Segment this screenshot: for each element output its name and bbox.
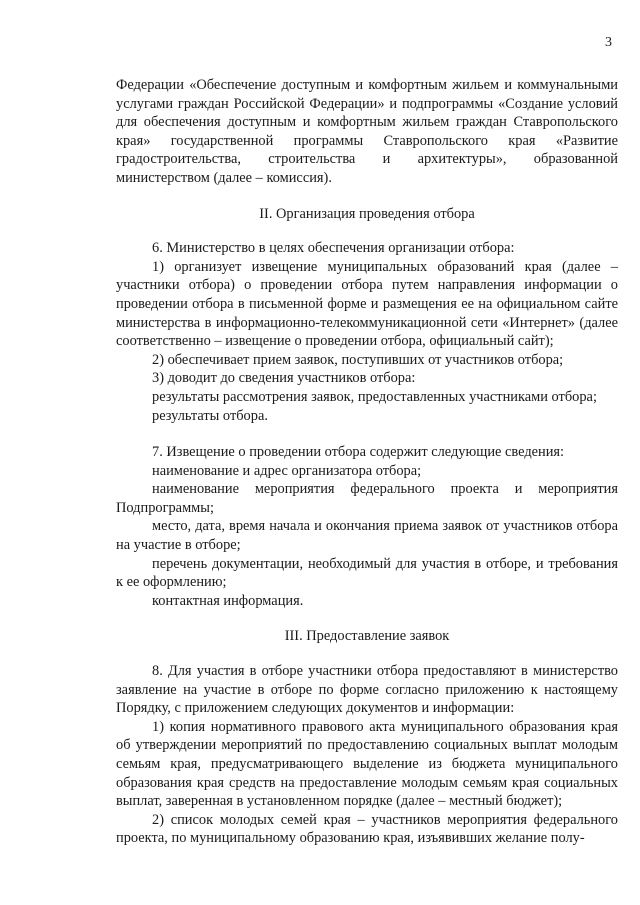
paragraph-item-7: 7. Извещение о проведении отбора содержит следующие сведения: <box>152 444 565 461</box>
paragraph-item-7-b: наименование мероприятия федерального проекта и мероприятия Подпрограммы; <box>116 481 618 516</box>
paragraph-item-6-3-b: результаты отбора. <box>152 407 268 424</box>
paragraph-item-7-e: контактная информация. <box>152 592 304 609</box>
paragraph-item-7-d: перечень документации, необходимый для участия в отборе, и требования к ее оформлению; <box>116 555 618 591</box>
paragraph-item-8-1: 1) копия нормативного правового акта муниципального образования края об утверждении мероприятий по предоставлению социальных выплат молодым семьям края, предусматривающего выделение из бюджета муниципального образования края средств на предоставление молодым семьям края социальных выплат, заверенная в установленном порядке (далее – местный бюджет); <box>116 718 618 810</box>
section-heading-applications: III. Предоставление заявок <box>284 628 450 645</box>
paragraph-gap <box>116 425 618 443</box>
paragraph-intro: Федерации «Обеспечение доступным и комфортным жильем и коммунальными услугами граждан Российской Федерации» и подпрограммы «Создание условий для обеспечения доступным и комфортным жильем граждан Ставропольского края» государственной программы Ставропольского края «Развитие градостроительства, строительства и архитектуры», образованной министерством (далее – комиссия). <box>116 77 618 186</box>
paragraph-item-6: 6. Министерство в целях обеспечения организации отбора: <box>152 240 515 257</box>
section-heading-organization: II. Организация проведения отбора <box>259 205 475 222</box>
paragraph-item-7-c: место, дата, время начала и окончания приема заявок от участников отбора на участие в отборе; <box>116 518 618 554</box>
paragraph-item-8: 8. Для участия в отборе участники отбора предоставляют в министерство заявление на участие в отборе по форме согласно приложению к настоящему Порядку, с приложением следующих документов и информации: <box>116 663 618 717</box>
document-body <box>116 76 618 848</box>
paragraph-item-6-2: 2) обеспечивает прием заявок, поступивших от участников отбора; <box>152 351 564 368</box>
page-number: 3 <box>605 35 612 50</box>
paragraph-item-7-a: наименование и адрес организатора отбора; <box>152 462 422 479</box>
paragraph-item-6-3-a: результаты рассмотрения заявок, предоставленных участниками отбора; <box>152 388 597 405</box>
paragraph-item-8-2: 2) список молодых семей края – участников мероприятия федерального проекта, по муниципальному образованию края, изъявивших желание полу- <box>116 811 618 847</box>
paragraph-item-6-3: 3) доводит до сведения участников отбора: <box>152 370 416 387</box>
paragraph-item-6-1: 1) организует извещение муниципальных образований края (далее – участники отбора) о проведении отбора путем направления информации о проведении отбора в письменной форме и размещения ее на официальном сайте министерства в информационно-телекоммуникационной сети «Интернет» (далее соответственно – извещение о проведении отбора, официальный сайт); <box>116 258 618 350</box>
